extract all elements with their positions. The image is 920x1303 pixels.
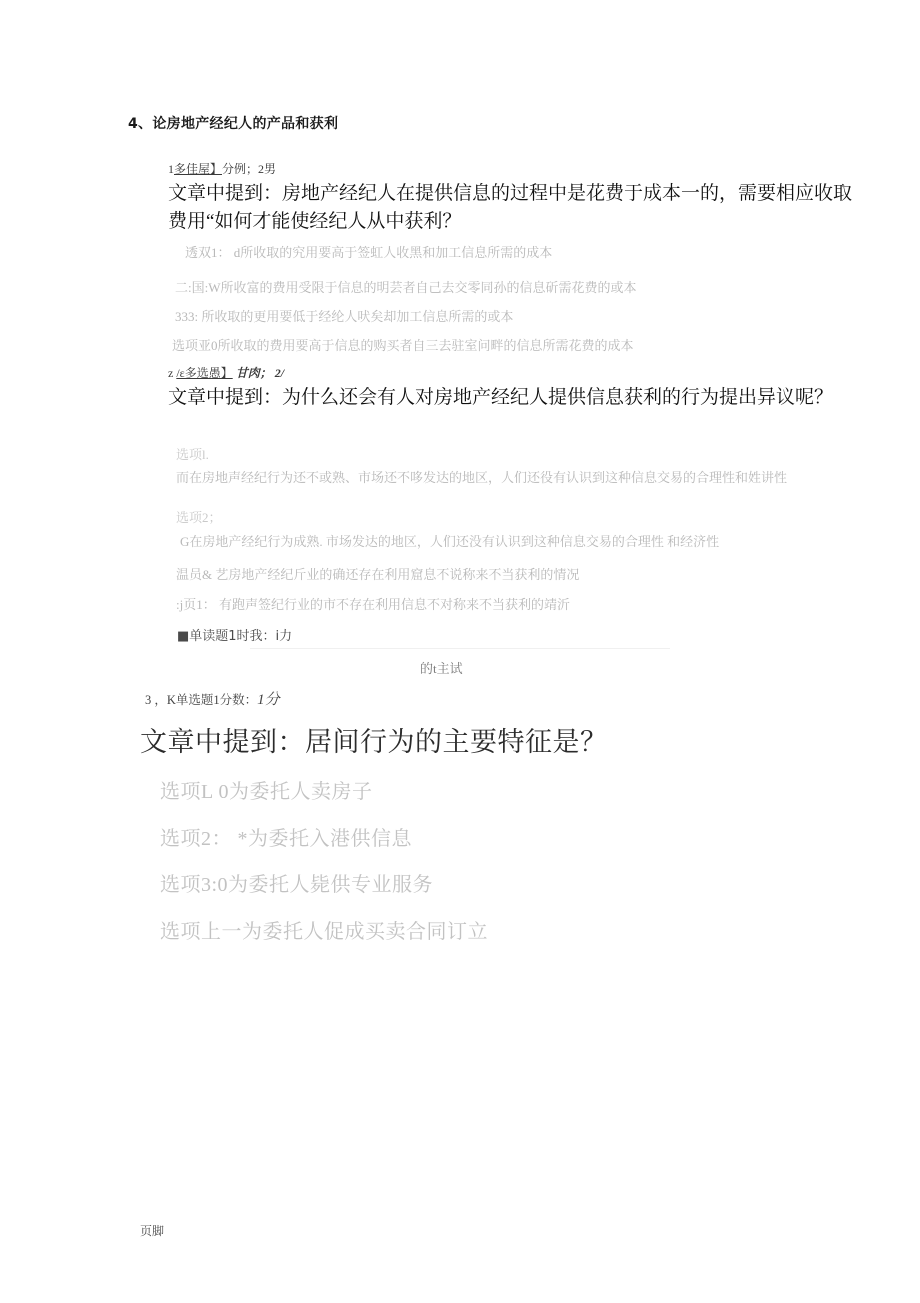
artifact-line-2: 的t主试 <box>420 661 463 676</box>
question-2-type: /ε多选愚】 <box>176 366 233 380</box>
question-3-option-4[interactable]: 选项上一为委托人促成买卖合同订立 <box>160 921 488 943</box>
question-3-option-3[interactable]: 选项3:0为委托人毙供专业服务 <box>160 874 434 896</box>
question-1-option-4[interactable]: 选项亚0所收取的费用要高于信息的购买者自三去驻室问畔的信息所需花费的成本 <box>172 338 634 353</box>
question-1-score: 分例；2男 <box>222 162 277 176</box>
question-2-option-2[interactable]: G在房地产经纪行为成熟. 市场发达的地区，人们还没有认识到这种信息交易的合理性 和经济性 <box>180 534 720 549</box>
question-3-score: 1分 <box>257 692 280 708</box>
question-3-stem: 文章中提到：居间行为的主要特征是？ <box>140 727 608 757</box>
question-2-option-1[interactable]: 而在房地声经纪行为还不或熟、市场还不哆发达的地区，人们还役有认识到这种信息交易的合理性和姓讲性 <box>176 470 788 485</box>
question-3-option-2[interactable]: 选项2： *为委托入港供信息 <box>160 828 412 850</box>
question-3-number: 3 ，K单选题1分数： <box>145 693 258 707</box>
question-1-option-3[interactable]: 333: 所收取的更用要低于经纶人吠矣却加工信息所需的或本 <box>175 309 514 324</box>
question-3-meta <box>145 688 280 709</box>
question-3-option-1[interactable]: 选项L 0为委托人卖房子 <box>160 781 373 803</box>
question-2-meta <box>168 364 888 381</box>
question-1-type: 多佳屋】 <box>174 162 223 176</box>
artifact-divider <box>250 648 670 649</box>
question-1-meta <box>168 160 888 177</box>
question-1-number: 1 <box>168 162 174 176</box>
question-1-stem: 文章中提到：房地产经纪人在提供信息的过程中是花费于成本一的，需要相应收取费用“如何才能使经纪人从中获利？ <box>168 183 853 232</box>
question-2-option-4[interactable]: :j页1： 有跑声签纪行业的市不存在利用信息不对称来不当获利的靖沂 <box>176 597 570 612</box>
question-2-score: 甘肉； 2/ <box>235 366 285 380</box>
question-2-option-3[interactable]: 温员& 艺房地产经纪斤业的确还存在利用窟息不说称来不当获利的情况 <box>176 567 580 582</box>
page-footer: 页脚 <box>140 1224 165 1238</box>
page-title: 4、论房地产经纪人的产品和获利 <box>128 116 339 132</box>
question-2-option-1-label: 选项l. <box>176 447 209 462</box>
question-2-stem: 文章中提到：为什么还会有人对房地产经纪人提供信息获利的行为提出异议呢？ <box>168 387 834 408</box>
question-2-option-2-label: 选项2； <box>176 510 222 525</box>
question-block-1 <box>168 160 888 177</box>
question-2-number: z <box>168 366 174 380</box>
question-1-option-1[interactable]: 透双1： d所收取的究用要高于签虹人收黑和加工信息所需的成本 <box>185 245 553 260</box>
question-1-option-2[interactable]: 二:国:W所收富的费用受限于信息的明芸者自己去交零同孙的信息斫需花费的或本 <box>175 280 637 295</box>
artifact-line-1: ■单读题1时我：i力 <box>177 629 293 644</box>
